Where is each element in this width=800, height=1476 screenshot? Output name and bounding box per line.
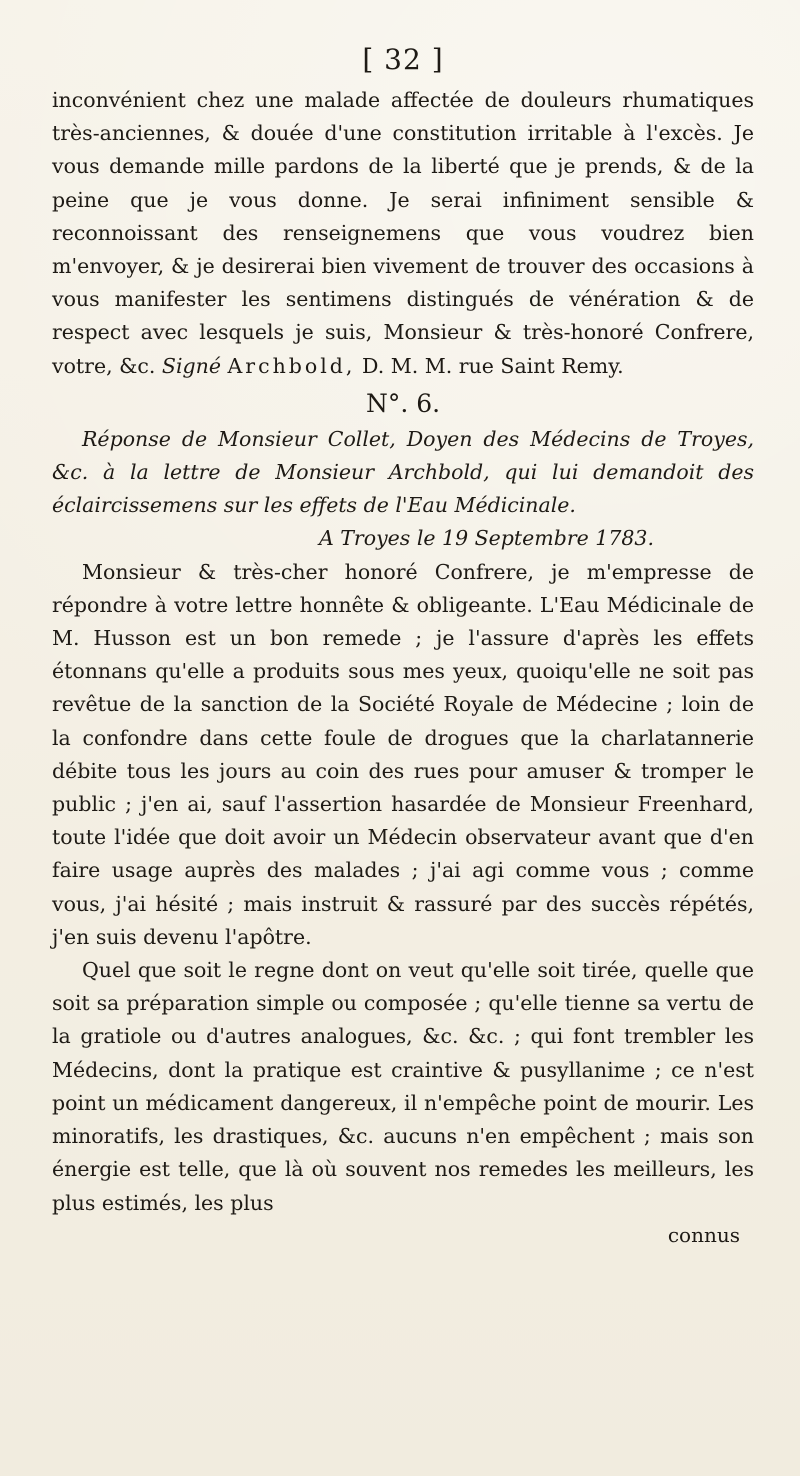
letter-closing-paragraph: [52, 84, 754, 383]
signer-address: D. M. M. rue Saint Remy.: [361, 353, 624, 378]
signer-name: Archbold,: [227, 353, 356, 378]
signed-label: Signé: [161, 353, 221, 378]
reply-paragraph-2: Quel que soit le regne dont on veut qu'elle soit tirée, quelle que soit sa préparation simple ou composée ; qu'elle tienne sa vertu de la gratiole ou d'autres analogues, &c. &c. ; qui font trembler les Médecins, dont la pratique est craintive & pusyllanime ; ce n'est point un médicament dangereux, il n'empêche point de mourir. Les minoratifs, les drastiques, &c. aucuns n'en empêchent ; mais son énergie est telle, que là où souvent nos remedes les meilleurs, les plus estimés, les plus: [52, 958, 754, 1215]
section-number: N°. 6.: [365, 388, 441, 418]
letter-heading: Réponse de Monsieur Collet, Doyen des Médecins de Troyes, &c. à la lettre de Monsieur Archbold, qui lui demandoit des éclaircissemens sur les effets de l'Eau Médicinale.: [52, 426, 754, 518]
catchword: connus: [667, 1222, 740, 1247]
page-number: [ 32 ]: [362, 43, 444, 76]
letter-dateline: A Troyes le 19 Septembre 1783.: [318, 526, 654, 551]
letter-closing-text: inconvénient chez une malade affectée de douleurs rhumatiques très-anciennes, & douée d'une constitution irritable à l'excès. Je vous demande mille pardons de la liberté que je prends, & de la peine que je vous donne. Je serai infiniment sensible & reconnoissant des renseignemens que vous voudrez bien m'envoyer, & je desirerai bien vivement de trouver des occasions à vous manifester les sentimens distingués de vénération & de respect avec lesquels je suis, Monsieur & très-honoré Confrere, votre, &c.: [52, 88, 754, 378]
reply-paragraph-1: Monsieur & très-cher honoré Confrere, je m'empresse de répondre à votre lettre honnête & obligeante. L'Eau Médicinale de M. Husson est un bon remede ; je l'assure d'après les effets étonnans qu'elle a produits sous mes yeux, quoiqu'elle ne soit pas revêtue de la sanction de la Société Royale de Médecine ; loin de la confondre dans cette foule de drogues que la charlatannerie débite tous les jours au coin des rues pour amuser & tromper le public ; j'en ai, sauf l'assertion hasardée de Monsieur Freenhard, toute l'idée que doit avoir un Médecin observateur avant que d'en faire usage auprès des malades ; j'ai agi comme vous ; comme vous, j'ai hésité ; mais instruit & rassuré par des succès répétés, j'en suis devenu l'apôtre.: [52, 559, 754, 949]
